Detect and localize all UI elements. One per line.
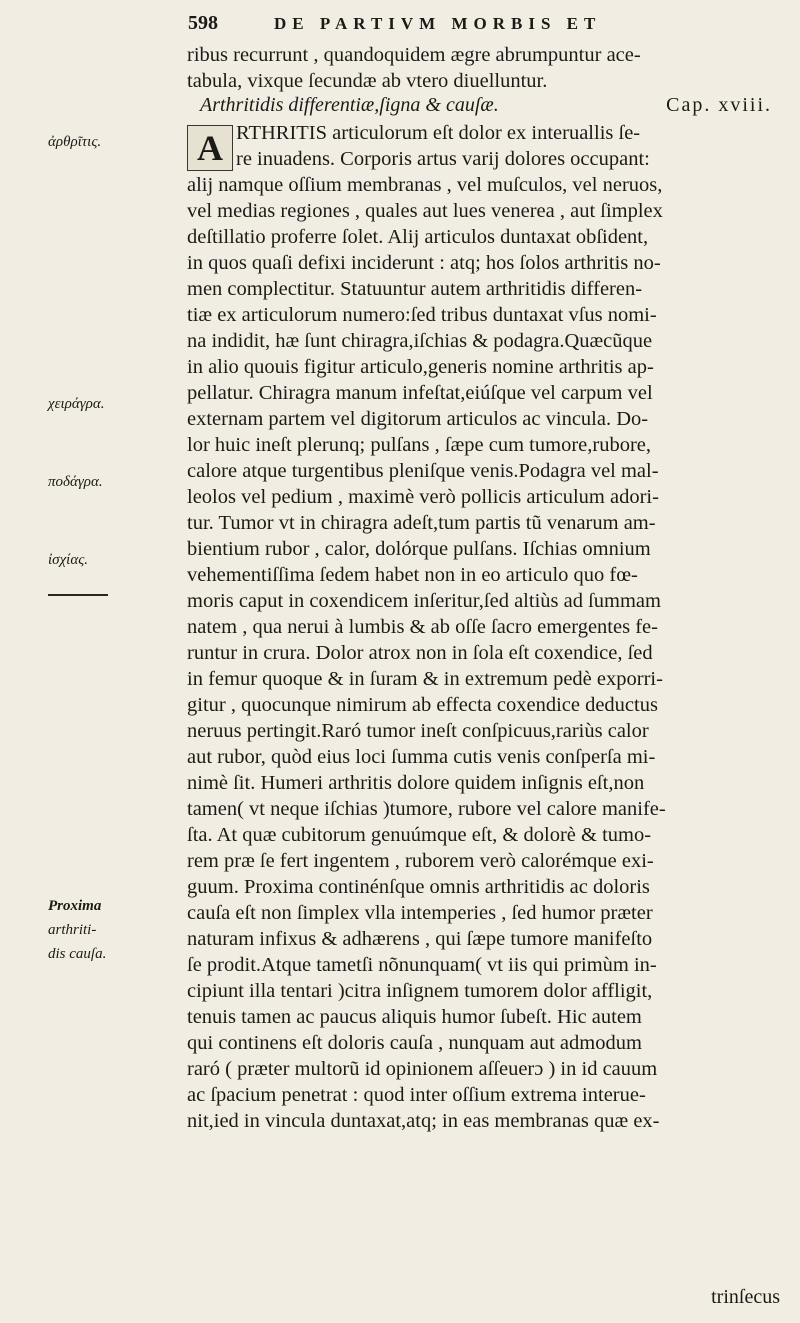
chapter-heading xyxy=(200,92,780,118)
text-line: in alio quouis figitur articulo,generis nomine arthritis ap- xyxy=(187,356,654,378)
text-line: qui continens eſt doloris cauſa , nunquam aut admodum xyxy=(187,1032,642,1054)
text-line: na indidit, hæ ſunt chiragra,iſchias & podagra.Quæcũque xyxy=(187,330,653,352)
text-line: ſta. At quæ cubitorum genuúmque eſt, & dolorè & tumo- xyxy=(187,824,652,846)
text-line: men complectitur. Statuuntur autem arthritidis differen- xyxy=(187,278,643,300)
margin-rule xyxy=(48,594,108,596)
text-line: cauſa eſt non ſimplex vlla intemperies , ſed humor præter xyxy=(187,902,653,924)
page-header xyxy=(176,12,776,38)
text-line: moris caput in coxendicem inſeritur,ſed altiùs ad ſummam xyxy=(187,590,661,612)
decorated-initial: A xyxy=(187,125,233,171)
text-line: nimè ſit. Humeri arthritis dolore quidem inſignis eſt,non xyxy=(187,772,645,794)
text-line: tamen( vt neque iſchias )tumore, rubore vel calore manife- xyxy=(187,798,666,820)
text-line: tiæ ex articulorum numero:ſed tribus duntaxat vſus nomi- xyxy=(187,304,657,326)
margin-note-proxima-1: Proxima xyxy=(48,898,102,914)
running-title: DE PARTIVM MORBIS ET xyxy=(274,14,602,33)
text-line: re inuadens. Corporis artus varij dolores occupant: xyxy=(236,148,650,170)
chapter-number: Cap. xviii. xyxy=(666,94,772,116)
text-line: raró ( præter multorũ id opinionem aſſeuerɔ ) in id cauum xyxy=(187,1058,658,1080)
text-line: calore atque turgentibus pleniſque venis.Podagra vel mal- xyxy=(187,460,659,482)
margin-note-arthritis: ἀρθρῖτις. xyxy=(48,134,102,150)
text-line: tenuis tamen ac paucus aliquis humor ſubeſt. Hic autem xyxy=(187,1006,642,1028)
text-line: guum. Proxima continénſque omnis arthritidis ac doloris xyxy=(187,876,650,898)
text-line: ribus recurrunt , quandoquidem ægre abrumpuntur ace- xyxy=(187,44,641,66)
catchword: trinſecus xyxy=(711,1286,780,1308)
text-line: natem , qua nerui à lumbis & ab oſſe ſacro emergentes fe- xyxy=(187,616,658,638)
text-line: naturam infixus & adhærens , qui ſæpe tumore manifeſto xyxy=(187,928,653,950)
margin-note-proxima-3: dis cauſa. xyxy=(48,946,107,962)
text-line: runtur in crura. Dolor atrox non in ſola eſt coxendice, ſed xyxy=(187,642,653,664)
text-line: tur. Tumor vt in chiragra adeſt,tum partis tũ venarum am- xyxy=(187,512,656,534)
text-line: ſe prodit.Atque tametſi nõnunquam( vt iis qui primùm in- xyxy=(187,954,657,976)
text-line: in quos quaſi defixi inciderunt : atq; hos ſolos arthritis no- xyxy=(187,252,661,274)
text-line: nit,ied in vincula duntaxat,atq; in eas membranas quæ ex- xyxy=(187,1110,660,1132)
text-line: aut rubor, quòd eius loci ſumma cutis venis conſperſa mi- xyxy=(187,746,656,768)
text-line: neruus pertingit.Raró tumor ineſt conſpicuus,rariùs calor xyxy=(187,720,649,742)
text-line: gitur , quocunque nimirum ab effecta coxendice deductus xyxy=(187,694,658,716)
text-line: RTHRITIS articulorum eſt dolor ex interuallis ſe- xyxy=(236,122,641,144)
margin-note-podagra: ποδάγρα. xyxy=(48,474,103,490)
text-line: bientium rubor , calor, dolórque pulſans. Iſchias omnium xyxy=(187,538,651,560)
text-line: vehementiſſima ſedem habet non in eo articulo quo fœ- xyxy=(187,564,638,586)
text-line: tabula, vixque ſecundæ ab vtero diuelluntur. xyxy=(187,70,548,92)
text-line: lor huic ineſt plerunq; pulſans , ſæpe cum tumore,rubore, xyxy=(187,434,651,456)
text-line: pellatur. Chiragra manum infeſtat,eiúſque vel carpum vel xyxy=(187,382,653,404)
chapter-title: Arthritidis differentiæ,ſigna & cauſæ. xyxy=(200,94,499,116)
page-number: 598 xyxy=(188,12,218,34)
margin-note-chiragra: χειράγρα. xyxy=(48,396,105,412)
text-line: deſtillatio proferre ſolet. Alij articulos duntaxat obſident, xyxy=(187,226,649,248)
text-line: in femur quoque & in ſuram & in extremum pedè exporri- xyxy=(187,668,663,690)
text-line: leolos vel pedium , maximè verò pollicis articulum adori- xyxy=(187,486,659,508)
text-line: externam partem vel digitorum articulos ac vincula. Do- xyxy=(187,408,649,430)
text-line: alij namque oſſium membranas , vel muſculos, vel neruos, xyxy=(187,174,663,196)
text-line: vel medias regiones , quales aut lues venerea , aut ſimplex xyxy=(187,200,663,222)
margin-note-ischias: ἰσχίας. xyxy=(48,552,89,568)
text-line: cipiunt illa tentari )citra inſignem tumorem dolor affligit, xyxy=(187,980,653,1002)
text-line: ac ſpacium penetrat : quod inter oſſium extrema interue- xyxy=(187,1084,646,1106)
text-line: rem præ ſe fert ingentem , ruborem verò calorémque exi- xyxy=(187,850,654,872)
margin-note-proxima-2: arthriti- xyxy=(48,922,97,938)
text-line xyxy=(187,1134,790,1160)
